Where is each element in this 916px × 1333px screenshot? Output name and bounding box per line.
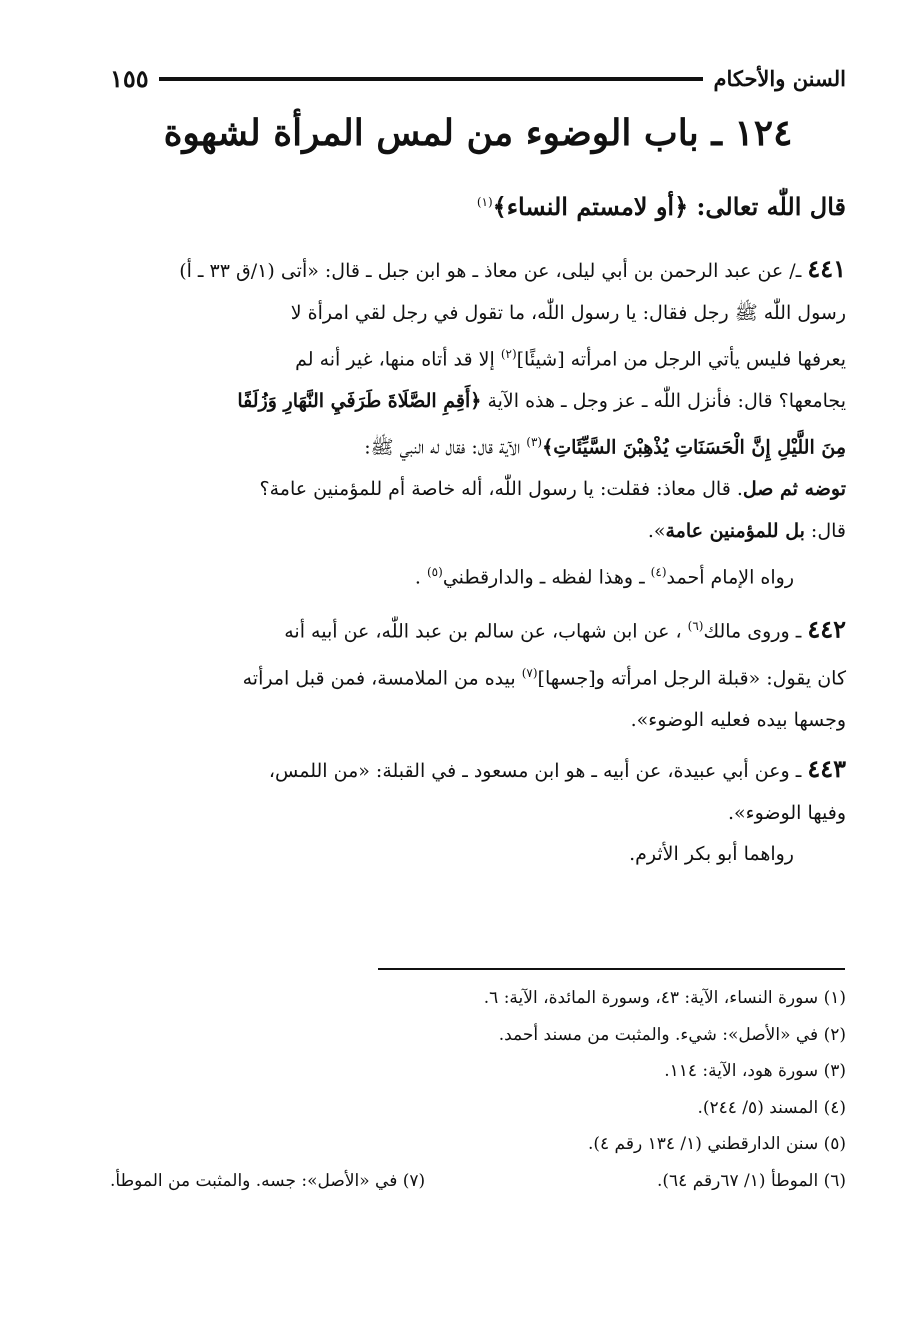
page-number: ١٥٥: [110, 63, 149, 93]
hadith-441-narration: [78, 552, 846, 599]
footnote-ref-7: (٧): [521, 665, 538, 680]
footnote-divider: [378, 968, 845, 970]
footnote-5: (٥) سنن الدارقطني (١/ ١٣٤ رقم ٤).: [587, 1134, 846, 1154]
hadith-442-text-1b: ، عن ابن شهاب، عن سالم بن عبد اللّٰه، عن أبيه أنه: [284, 620, 688, 643]
hadith-441-line-1: [78, 248, 846, 293]
hadith-441-text-5b: الآية قال: فقال له النبي ﷺ:: [364, 436, 527, 459]
hadith-441-line-6: [78, 469, 846, 511]
footnote-7: (٧) في «الأصل»: جسه. والمثبت من الموطأ.: [110, 1170, 426, 1191]
hadith-number-442: ٤٤٢: [807, 614, 846, 644]
footnote-ref-6: (٦): [687, 618, 704, 633]
book-title: السنن والأحكام: [713, 65, 846, 91]
hadith-442-line-3: وجسها بيده فعليه الوضوء».: [630, 708, 846, 731]
footnote-4: (٤) المسند (٥/ ٢٤٤).: [697, 1097, 846, 1118]
hadith-442-line-2: [78, 653, 846, 700]
quran-verse-part-1: ﴿أَقِمِ الصَّلَاةَ طَرَفَيِ النَّهَارِ وَزُلَفًا: [237, 389, 482, 412]
hadith-441-text-3a: يعرفها فليس يأتي الرجل من امرأته [شيئًا]: [516, 348, 846, 371]
narration-441-b: ـ وهذا لفظه ـ والدارقطني: [442, 566, 651, 589]
hadith-443-line-1: [78, 748, 846, 793]
hadith-443-text-1: ـ وعن أبي عبيدة، عن أبيه ـ هو ابن مسعود ـ في القبلة: «من اللمس،: [268, 760, 802, 783]
hadith-441-text-1: ـ/ عن عبد الرحمن بن أبي ليلى، عن معاذ ـ هو ابن جبل ـ قال: «أتى (١/ق ٣٣ ـ أ): [179, 260, 802, 282]
footnote-ref-3: (٣): [526, 435, 543, 450]
paragraph-gap: [78, 599, 846, 606]
hadith-442-text-2a: كان يقول: «قبلة الرجل امرأته و[جسها]: [537, 667, 846, 690]
hadith-442-line-1: [78, 606, 846, 653]
footnote-ref-5: (٥): [426, 565, 443, 580]
hadith-442-text-1a: ـ وروى مالك: [703, 620, 802, 643]
hadith-441-text-7a: قال:: [804, 519, 846, 542]
hadith-441-line-7: [78, 511, 846, 553]
running-header: [110, 58, 846, 98]
narration-441-a: رواه الإمام أحمد: [666, 566, 794, 589]
hadith-441-text-7b: ».: [647, 519, 666, 542]
quran-intro: [110, 180, 846, 229]
footnote-row-6-7: [110, 1163, 846, 1200]
hadith-441-line-2: رسول اللّٰه ﷺ رجل فقال: يا رسول اللّٰه، ما تقول في رجل لقي امرأة لا: [290, 301, 846, 324]
hadith-441-line-3: [78, 334, 846, 381]
narration-441-c: .: [414, 566, 427, 589]
footnotes: [110, 980, 846, 1199]
footnote-ref-4: (٤): [650, 565, 667, 580]
chapter-title: ١٢٤ ـ باب الوضوء من لمس المرأة لشهوة: [163, 112, 793, 154]
quran-intro-text: قال اللّٰه تعالى: ﴿أو لامستم النساء﴾: [492, 192, 846, 221]
hadith-443-line-2: وفيها الوضوء».: [727, 801, 846, 824]
footnote-3: (٣) سورة هود، الآية: ١١٤.: [664, 1061, 846, 1081]
footnote-ref-1: (١): [476, 195, 493, 209]
quran-verse-part-2: مِنَ اللَّيْلِ إِنَّ الْحَسَنَاتِ يُذْهِبْنَ السَّيِّئَاتِ﴾: [542, 436, 846, 459]
body-text: [78, 248, 846, 876]
hadith-443-narration: رواهما أبو بكر الأثرم.: [629, 843, 794, 866]
hadith-441-text-6b: . قال معاذ: فقلت: يا رسول اللّٰه، أله خاصة أم للمؤمنين عامة؟: [259, 478, 743, 501]
hadith-441-text-3b: إلا قد أتاه منها، غير أنه لم: [295, 348, 501, 371]
hadith-442-text-2b: بيده من الملامسة، فمن قبل امرأته: [242, 667, 522, 690]
header-rule: [159, 77, 704, 81]
footnote-2: (٢) في «الأصل»: شيء. والمثبت من مسند أحمد.: [498, 1024, 846, 1045]
footnote-ref-2: (٢): [500, 347, 517, 361]
paragraph-gap: [78, 741, 846, 748]
hadith-441-line-4: [78, 381, 846, 423]
footnote-6: (٦) الموطأ (١/ ٦٧رقم ٦٤).: [657, 1170, 846, 1191]
hadith-441-line-5: [78, 422, 846, 469]
prophet-answer: بل للمؤمنين عامة: [665, 519, 805, 542]
footnote-1: (١) سورة النساء، الآية: ٤٣، وسورة المائدة، الآية: ٦.: [483, 988, 846, 1008]
prophet-quote: توضه ثم صل: [742, 478, 846, 501]
hadith-number-441: ٤٤١: [807, 254, 846, 283]
hadith-441-text-4a: يجامعها؟ قال: فأنزل اللّٰه ـ عز وجل ـ هذه الآية: [481, 389, 846, 412]
hadith-number-443: ٤٤٣: [807, 754, 846, 784]
